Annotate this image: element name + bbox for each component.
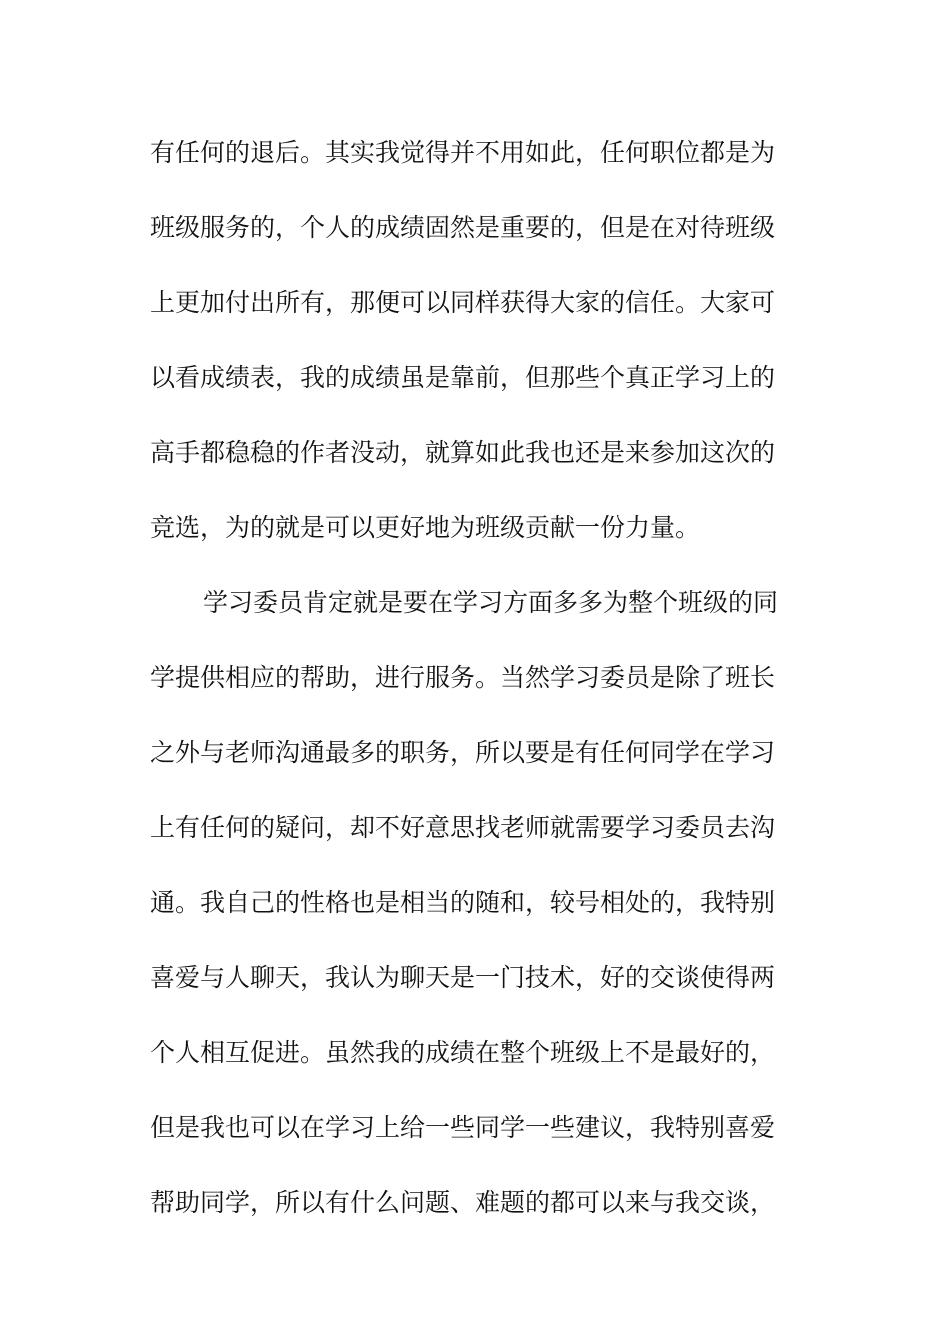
text-line: 以看成绩表，我的成绩虽是靠前，但那些个真正学习上的: [150, 363, 776, 392]
text-line: 上更加付出所有，那便可以同样获得大家的信任。大家可: [150, 288, 776, 317]
text-line: 之外与老师沟通最多的职务，所以要是有任何同学在学习: [150, 738, 776, 767]
text-line: 喜爱与人聊天，我认为聊天是一门技术，好的交谈使得两: [150, 963, 776, 992]
text-line: 学提供相应的帮助，进行服务。当然学习委员是除了班长: [150, 663, 776, 692]
text-line: 帮助同学，所以有什么问题、难题的都可以来与我交谈，: [150, 1188, 776, 1217]
text-line: 班级服务的，个人的成绩固然是重要的，但是在对待班级: [150, 213, 776, 242]
text-line: 有任何的退后。其实我觉得并不用如此，任何职位都是为: [150, 138, 776, 167]
text-line: 高手都稳稳的作者没动，就算如此我也还是来参加这次的: [150, 438, 776, 467]
document-body: [150, 123, 810, 1248]
text-line: 通。我自己的性格也是相当的随和，较号相处的，我特别: [150, 888, 776, 917]
text-line: 上有任何的疑问，却不好意思找老师就需要学习委员去沟: [150, 813, 776, 842]
text-line: 竞选，为的就是可以更好地为班级贡献一份力量。: [150, 513, 701, 542]
text-line: 个人相互促进。虽然我的成绩在整个班级上不是最好的，: [150, 1038, 776, 1067]
paragraph-first-line: 学习委员肯定就是要在学习方面多多为整个班级的同: [203, 588, 779, 617]
text-line: 但是我也可以在学习上给一些同学一些建议，我特别喜爱: [150, 1113, 776, 1142]
